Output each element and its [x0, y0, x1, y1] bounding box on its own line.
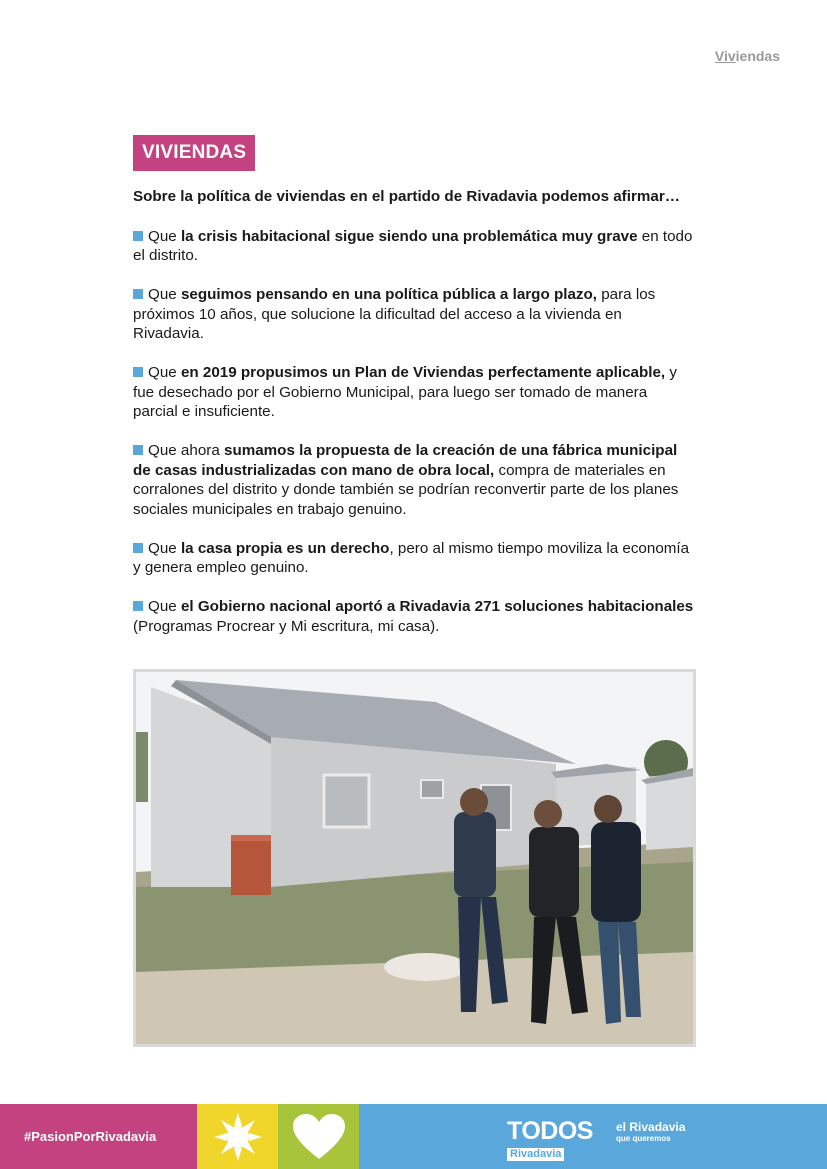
body-text: [133, 187, 695, 656]
paragraph-3: [133, 363, 695, 422]
paragraph-post: compra de materiales en corralones del distrito y donde también se podrían reconvertir parte de los planes sociales municipales en trabajo genuino.: [133, 461, 679, 518]
bullet-square-icon: [133, 367, 143, 377]
section-header-underlined: Viv: [714, 48, 736, 64]
footer-heart-block: [278, 1104, 359, 1169]
logo-sub-text: Rivadavia: [507, 1148, 564, 1161]
page-title: VIVIENDAS: [133, 135, 255, 171]
paragraph-post: (Programas Procrear y Mi escritura, mi casa).: [133, 617, 440, 635]
paragraph-bold: la casa propia es un derecho: [180, 539, 390, 557]
heart-icon: [291, 1113, 347, 1161]
paragraph-pre: Que: [148, 364, 181, 381]
footer-bar: [0, 1104, 827, 1169]
bullet-square-icon: [133, 289, 143, 299]
paragraph-5: [133, 539, 695, 578]
logo-main-text: TODOS: [507, 1117, 593, 1145]
paragraph-bold: la crisis habitacional sigue siendo una problemática muy grave: [180, 227, 638, 245]
paragraph-pre: Que: [148, 539, 181, 557]
paragraph-post: en todo el distrito.: [133, 227, 693, 264]
section-header-rest: iendas: [735, 48, 780, 64]
bullet-square-icon: [133, 231, 143, 241]
paragraph-bold: en 2019 propusimos un Plan de Viviendas perfectamente aplicable,: [180, 364, 666, 381]
paragraph-post: , pero al mismo tiempo moviliza la economía y genera empleo genuino.: [133, 539, 690, 576]
slogan-line-2: que queremos: [616, 1134, 671, 1143]
paragraph-1: [133, 227, 695, 266]
paragraph-pre: Que: [148, 598, 181, 615]
slogan-line-1: el Rivadavia: [616, 1120, 686, 1134]
paragraph-4: [133, 441, 695, 519]
housing-photo: [133, 669, 696, 1047]
intro-text: Sobre la política de viviendas en el partido de Rivadavia podemos afirmar…: [133, 188, 680, 205]
footer-hashtag: #PasionPorRivadavia: [0, 1104, 197, 1169]
bullet-square-icon: [133, 543, 143, 553]
footer-logo-block: [359, 1104, 827, 1169]
footer-sun-block: [197, 1104, 278, 1169]
slogan: [616, 1121, 685, 1144]
sun-icon: [210, 1112, 266, 1162]
paragraph-2: [133, 285, 695, 344]
paragraph-pre: Que: [148, 286, 181, 303]
paragraph-post: para los próximos 10 años, que solucione la dificultad del acceso a la vivienda en Rivadavia.: [133, 286, 656, 342]
bullet-square-icon: [133, 601, 143, 611]
paragraph-bold: el Gobierno nacional aportó a Rivadavia 271 soluciones habitacionales: [180, 598, 694, 615]
paragraph-post: y fue desechado por el Gobierno Municipal, para luego ser tomado de manera parcial e insuficiente.: [133, 364, 677, 420]
section-header: [715, 48, 780, 64]
paragraph-bold: sumamos la propuesta de la creación de una fábrica municipal de casas industrializadas con mano de obra local,: [133, 442, 678, 479]
paragraph-bold: seguimos pensando en una política pública a largo plazo,: [180, 286, 597, 303]
todos-logo: [507, 1118, 593, 1162]
bullet-square-icon: [133, 445, 143, 455]
paragraph-6: [133, 597, 695, 636]
housing-scene-illustration: [136, 672, 693, 1044]
paragraph-pre: Que: [148, 227, 181, 245]
paragraph-pre: Que ahora: [148, 442, 224, 459]
